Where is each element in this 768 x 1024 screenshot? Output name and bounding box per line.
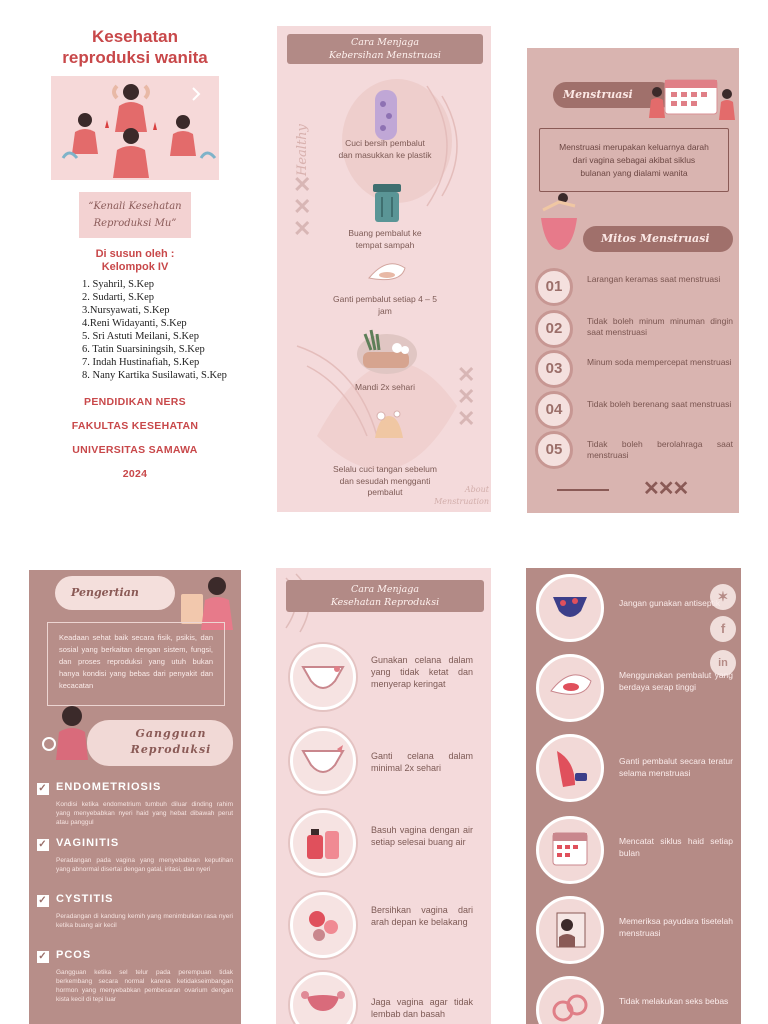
tip-circle xyxy=(536,976,604,1024)
menstruation-panel xyxy=(527,48,739,513)
menstrual-pad-icon xyxy=(539,737,601,799)
myth-text: Minum soda mempercepat menstruasi xyxy=(587,357,732,367)
checkbox-icon: ✓ xyxy=(38,895,48,906)
tip-circle xyxy=(290,972,356,1024)
tip-circle xyxy=(536,574,604,642)
women-figures-icon xyxy=(51,76,219,180)
member-item: 2. Sudarti, S.Kep xyxy=(82,292,155,303)
myth-number: 03 xyxy=(535,350,573,388)
member-list xyxy=(82,278,240,382)
definition-heading: Pengertian xyxy=(71,586,139,599)
disorder-desc: Gangguan ketika sel telur pada perempuan tidak berkembang secara normal karena ketidakseimbangan hormon yang menyebabkan pembesaran ovarium dengan kista kecil di tepi luar xyxy=(56,969,233,1003)
motto-line2: Reproduksi Mu” xyxy=(93,218,177,229)
reproductive-care-panel xyxy=(276,568,491,1024)
disorder-desc: Kondisi ketika endometrium tumbuh diluar dinding rahim yang menyebabkan nyeri haid yang hebat dibawah perut atau panggul xyxy=(56,801,233,826)
tip-circle xyxy=(536,734,604,802)
pad-icon xyxy=(365,258,409,290)
title-line1: Cara Menjaga xyxy=(351,37,419,48)
x-decoration-icon: ✕ ✕ ✕ xyxy=(293,172,312,241)
program-name: PENDIDIKAN NERS xyxy=(84,396,186,408)
checkbox-icon: ✓ xyxy=(38,951,48,962)
tip-circle xyxy=(290,892,356,958)
disorder-desc: Peradangan pada vagina yang menyebabkan keputihan yang abnormal disertai dengan gatal, iritasi, dan nyeri xyxy=(56,857,233,873)
member-item: 6. Tatin Suarsiningsih, S.Kep xyxy=(82,344,205,355)
disorder-name: VAGINITIS xyxy=(56,837,120,849)
myth-number: 01 xyxy=(535,268,573,306)
myth-number: 05 xyxy=(535,431,573,469)
tip-circle xyxy=(290,810,356,876)
x-decoration-icon: ✕ ✕ ✕ xyxy=(457,362,476,431)
healthy-side-word: Healthy xyxy=(295,124,310,176)
cover-title-line2: reproduksi wanita xyxy=(62,48,208,67)
compiled-by-label: Di susun oleh : xyxy=(95,248,175,260)
tip-text: Jangan gunakan antiseptik xyxy=(619,598,721,608)
title-ribbon xyxy=(287,34,483,64)
tip-text: Bersihkan vagina dari arah depan ke belakang xyxy=(371,905,473,927)
definition-panel xyxy=(29,570,241,1024)
myth-text: Larangan keramas saat menstruasi xyxy=(587,274,721,284)
year-label: 2024 xyxy=(122,468,148,480)
calendar-icon xyxy=(539,819,601,881)
tip-text: Mencatat siklus haid setiap bulan xyxy=(619,836,733,858)
women-illustration xyxy=(51,76,219,180)
member-item: 3.Nursyawati, S.Kep xyxy=(82,305,170,316)
title-line2: Kesehatan Reproduksi xyxy=(330,597,440,608)
myth-text: Tidak boleh minum minuman dingin saat menstruasi xyxy=(587,316,733,337)
disorder-endometriosis xyxy=(37,780,233,827)
title-line2: Kebersihan Menstruasi xyxy=(329,50,441,61)
member-item: 1. Syahril, S.Kep xyxy=(82,279,155,290)
menstrual-hygiene-panel xyxy=(277,26,491,512)
step-text: Mandi 2x sehari xyxy=(354,382,415,392)
tip-text: Ganti pembalut secara teratur selama menstruasi xyxy=(619,756,733,778)
member-item: 8. Nany Kartika Susilawati, S.Kep xyxy=(82,370,227,381)
member-item: 5. Sri Astuti Meilani, S.Kep xyxy=(82,331,199,342)
disorders-line2: Reproduksi xyxy=(130,743,212,756)
compiled-by xyxy=(30,248,240,274)
institution-block xyxy=(30,390,240,486)
panties-icon xyxy=(293,731,353,791)
member-item: 4.Reni Widayanti, S.Kep xyxy=(82,318,187,329)
twitter-icon[interactable]: ✶ xyxy=(710,584,736,610)
x-decoration-icon: ✕✕✕ xyxy=(643,478,688,500)
disorder-pcos xyxy=(37,948,233,1004)
pad-icon xyxy=(539,657,601,719)
tip-text: Memeriksa payudara tisetelah menstruasi xyxy=(619,916,733,938)
disorder-header xyxy=(37,948,233,963)
calendar-illustration-icon xyxy=(647,74,737,122)
corner-line1: About xyxy=(464,485,489,494)
tip-text: Menggunakan pembalut yang berdaya serap tinggi xyxy=(619,670,733,692)
tip-text: Tidak melakukan seks bebas xyxy=(619,996,729,1006)
menstruation-definition: Menstruasi merupakan keluarnya darah dari vagina sebagai akibat siklus bulanan yang dialami wanita xyxy=(559,142,709,178)
motto-box xyxy=(79,192,191,238)
tip-circle xyxy=(290,644,356,710)
hand-wash-icon xyxy=(369,408,409,448)
group-name: Kelompok IV xyxy=(101,261,169,273)
uterus-icon xyxy=(293,975,353,1024)
step-text: Selalu cuci tangan sebelum dan sesudah mengganti pembalut xyxy=(333,464,437,497)
myth-number: 04 xyxy=(535,391,573,429)
dancer-cup-icon xyxy=(533,188,583,252)
corner-line2: Menstruation xyxy=(434,497,489,506)
flowers-icon xyxy=(293,895,353,955)
title-ribbon xyxy=(286,580,484,612)
tip-circle xyxy=(536,654,604,722)
checkbox-icon: ✓ xyxy=(38,839,48,850)
disorder-name: PCOS xyxy=(56,949,92,961)
tip-circle xyxy=(536,896,604,964)
pad-bag-icon xyxy=(371,88,401,142)
bathtub-icon xyxy=(355,324,419,376)
cover-title-line1: Kesehatan xyxy=(92,27,178,46)
more-tips-panel xyxy=(526,568,741,1024)
definition-body: Keadaan sehat baik secara fisik, psikis, dan sosial yang berkaitan dengan sistem, fungsi, dan proses reproduksi yang utuh bukan hanya kondisi yang bebas dari penyakit dan kecacatan xyxy=(59,633,213,690)
faculty-name: FAKULTAS KESEHATAN xyxy=(71,420,199,432)
menstruation-heading: Menstruasi xyxy=(553,82,673,108)
step-text: Ganti pembalut setiap 4 – 5 jam xyxy=(333,294,437,316)
breast-exam-icon xyxy=(539,899,601,961)
tip-text: Gunakan celana dalam yang tidak ketat dan menyerap keringat xyxy=(371,655,473,689)
about-menstruation-corner xyxy=(431,484,489,508)
step-text: Buang pembalut ke tempat sampah xyxy=(348,228,422,250)
tip-circle xyxy=(290,728,356,794)
disorder-header xyxy=(37,836,233,851)
disorder-header xyxy=(37,892,233,907)
cover-title xyxy=(30,26,240,68)
tip-text: Basuh vagina dengan air setiap selesai buang air xyxy=(371,825,473,847)
tip-circle xyxy=(536,816,604,884)
trash-bin-icon xyxy=(371,182,403,224)
university-name: UNIVERSITAS SAMAWA xyxy=(72,444,198,456)
wash-bottles-icon xyxy=(293,813,353,873)
tip-text: Jaga vagina agar tidak lembab dan basah xyxy=(371,997,473,1019)
disorder-name: CYSTITIS xyxy=(56,893,114,905)
divider-line xyxy=(557,489,609,491)
step-text: Cuci bersih pembalut dan masukkan ke plastik xyxy=(338,138,432,160)
underwear-icon xyxy=(539,577,601,639)
cover-panel xyxy=(30,20,240,490)
disorders-line1: Gangguan xyxy=(135,727,207,740)
disorder-header xyxy=(37,780,233,795)
title-line1: Cara Menjaga xyxy=(351,584,419,595)
disorders-heading xyxy=(111,726,231,758)
myth-text: Tidak boleh berenang saat menstruasi xyxy=(587,399,732,409)
member-item: 7. Indah Hustinafiah, S.Kep xyxy=(82,357,200,368)
myth-number: 02 xyxy=(535,310,573,348)
gender-symbols-icon xyxy=(539,979,601,1024)
disorder-name: ENDOMETRIOSIS xyxy=(56,781,162,793)
disorder-vaginitis xyxy=(37,836,233,874)
facebook-icon[interactable]: f xyxy=(710,616,736,642)
disorder-desc: Peradangan di kandung kemih yang menimbulkan rasa nyeri ketika buang air kecil xyxy=(56,913,233,929)
panties-icon xyxy=(293,647,353,707)
myth-text: Tidak boleh berolahraga saat menstruasi xyxy=(587,439,733,460)
myths-heading: Mitos Menstruasi xyxy=(583,226,733,252)
disorder-cystitis xyxy=(37,892,233,930)
checkbox-icon: ✓ xyxy=(38,783,48,794)
motto-line1: “Kenali Kesehatan xyxy=(88,201,182,212)
tip-text: Ganti celana dalam minimal 2x sehari xyxy=(371,751,473,773)
linkedin-icon[interactable]: in xyxy=(710,650,736,676)
